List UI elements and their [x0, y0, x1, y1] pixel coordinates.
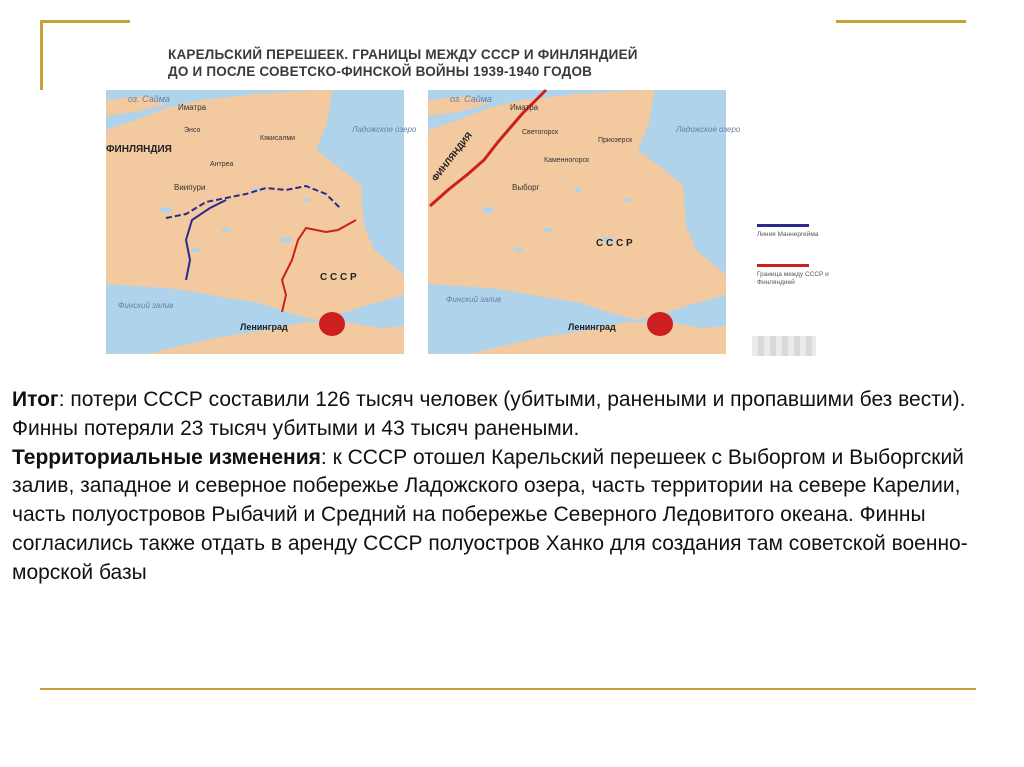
legend-mannerheim-swatch — [757, 224, 809, 227]
map-label-kexholm: Кякисалми — [260, 135, 296, 142]
map-label-ladoga: Ладожское озеро — [352, 125, 417, 134]
map-label-kamennogorsk: Каменногорск — [544, 157, 590, 164]
map-title-line-2: ДО И ПОСЛЕ СОВЕТСКО-ФИНСКОЙ ВОЙНЫ 1939-1940 ГОДОВ — [168, 64, 593, 79]
leningrad-marker — [319, 312, 345, 336]
legend-border-swatch — [757, 264, 809, 267]
map-label-finland: ФИНЛЯНДИЯ — [429, 130, 475, 184]
map-title-line-1: КАРЕЛЬСКИЙ ПЕРЕШЕЕК. ГРАНИЦЫ МЕЖДУ СССР И ФИНЛЯНДИЕЙ — [168, 47, 638, 62]
map-label-saimaa: оз. Сайма — [450, 94, 492, 104]
map-label-ussr: С С С Р — [320, 272, 357, 283]
leningrad-marker — [647, 312, 673, 336]
legend-border-label: Граница между СССР и Финляндией — [757, 271, 829, 286]
blurred-watermark — [752, 336, 816, 356]
paragraph-result — [12, 386, 992, 444]
corner-decoration-top — [40, 20, 130, 23]
paragraph-territory — [12, 444, 992, 588]
map-label-finland: ФИНЛЯНДИЯ — [106, 144, 172, 155]
map-label-priozersk: Приозерск — [598, 137, 633, 144]
legend-mannerheim-label: Линия Маннергейма — [757, 231, 819, 238]
body-text — [12, 386, 992, 588]
corner-decoration-left — [40, 20, 43, 90]
legend-border — [757, 264, 847, 287]
map-before-svg — [106, 90, 417, 354]
map-after-war — [428, 90, 741, 354]
map-label-saimaa: оз. Сайма — [128, 94, 170, 104]
paragraph-territory-heading: Территориальные изменения — [12, 445, 321, 469]
map-label-gulf: Финский залив — [118, 301, 174, 310]
map-after-svg — [428, 90, 741, 354]
paragraph-result-heading: Итог — [12, 388, 59, 411]
map-before-war — [106, 90, 417, 354]
map-label-vyborg: Выборг — [512, 183, 540, 192]
legend-mannerheim — [757, 224, 847, 239]
map-label-imatra: Иматра — [178, 103, 207, 112]
map-label-leningrad: Ленинград — [240, 322, 288, 332]
map-label-svetogorsk: Светогорск — [522, 129, 559, 136]
map-label-gulf: Финский залив — [446, 295, 502, 304]
map-label-imatra: Иматра — [510, 103, 539, 112]
map-label-antrea: Антреа — [210, 161, 234, 168]
paragraph-territory-body: : к СССР отошел Карельский перешеек с Выборгом и Выборгский залив, западное и северное побережье Ладожского озера, часть территории на севере Карелии, часть полуостровов Рыбачий и Средний на побережье Северного Ледовитого океана. Финны согласились также отдать в аренду СССР полуостров Ханко для создания там советской военно-морской базы — [12, 445, 968, 584]
map-label-ussr: С С С Р — [596, 238, 633, 249]
map-label-ladoga: Ладожское озеро — [676, 125, 741, 134]
map-title — [168, 46, 728, 80]
paragraph-result-body: : потери СССР составили 126 тысяч человек (убитыми, ранеными и пропавшими без вести). Финны потеряли 23 тысяч убитыми и 43 тысяч ранеными. — [12, 388, 966, 440]
bottom-divider — [40, 688, 976, 690]
map-label-leningrad: Ленинград — [568, 322, 616, 332]
map-label-viipuri: Виипури — [174, 183, 206, 192]
map-label-enso: Энсо — [184, 127, 201, 134]
corner-decoration-top-right — [836, 20, 966, 23]
